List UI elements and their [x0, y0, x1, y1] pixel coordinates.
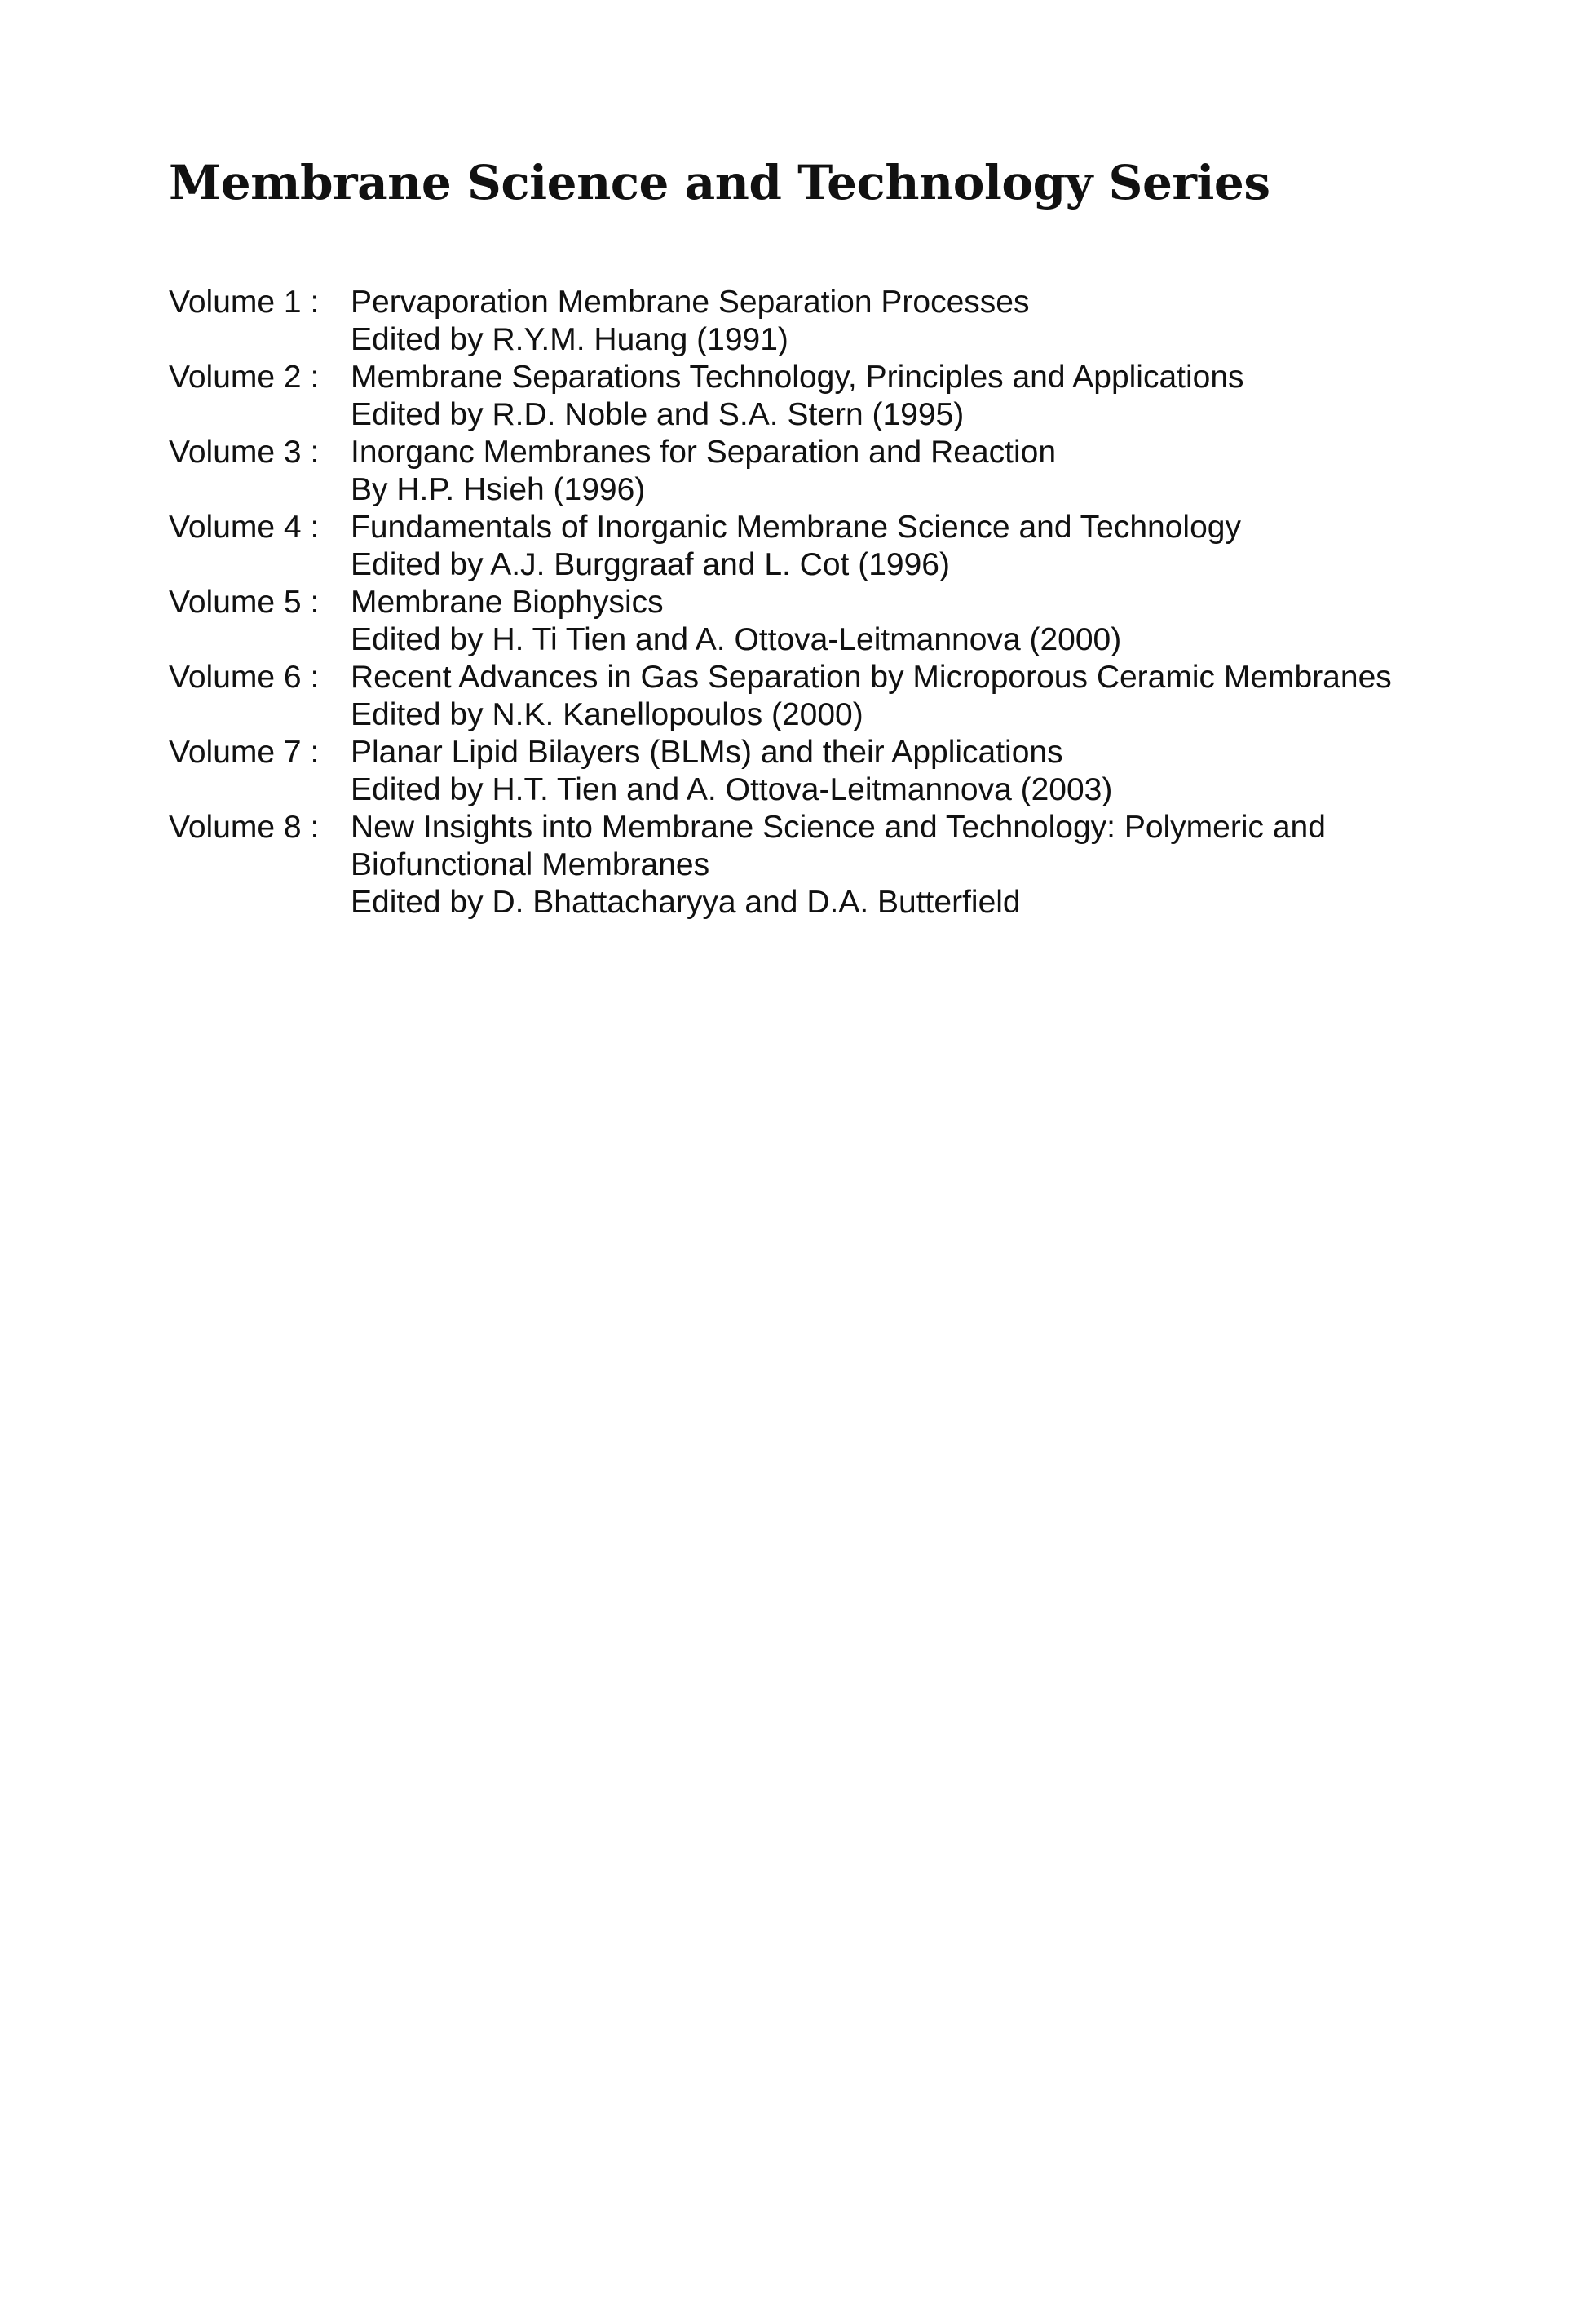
- volume-entry-4: [169, 509, 1555, 584]
- volume-details: [351, 734, 1555, 809]
- volume-editors: Edited by R.D. Noble and S.A. Stern (1995): [351, 397, 965, 432]
- volume-title: Inorganc Membranes for Separation and Reaction: [351, 435, 1057, 470]
- volume-label: Volume 1 :: [169, 285, 320, 320]
- volume-details: [351, 509, 1555, 584]
- volume-label: Volume 2 :: [169, 360, 320, 395]
- volume-label: Volume 4 :: [169, 510, 320, 545]
- volume-label: Volume 7 :: [169, 735, 320, 770]
- volume-entry-1: [169, 284, 1555, 359]
- volume-editors: Edited by H.T. Tien and A. Ottova-Leitmannova (2003): [351, 772, 1113, 807]
- volume-title: Membrane Biophysics: [351, 585, 664, 620]
- volume-entry-5: [169, 584, 1555, 659]
- volume-entry-8: [169, 809, 1555, 921]
- volume-editors: Edited by R.Y.M. Huang (1991): [351, 322, 788, 357]
- volume-editors: Edited by N.K. Kanellopoulos (2000): [351, 697, 863, 732]
- volume-editors: Edited by D. Bhattacharyya and D.A. Butterfield: [351, 885, 1021, 920]
- volume-details: [351, 659, 1555, 734]
- volume-details: [351, 434, 1555, 509]
- series-title: Membrane Science and Technology Series: [169, 155, 1270, 210]
- volume-entry-3: [169, 434, 1555, 509]
- volume-entry-7: [169, 734, 1555, 809]
- volume-entry-6: [169, 659, 1555, 734]
- volume-title-continued: Biofunctional Membranes: [351, 847, 710, 882]
- volume-entry-2: [169, 359, 1555, 434]
- volume-editors: By H.P. Hsieh (1996): [351, 472, 646, 507]
- volume-label: Volume 5 :: [169, 585, 320, 620]
- volume-details: [351, 584, 1555, 659]
- volume-details: [351, 359, 1555, 434]
- volume-title: Recent Advances in Gas Separation by Microporous Ceramic Membranes: [351, 660, 1392, 695]
- volume-title: New Insights into Membrane Science and Technology: Polymeric and: [351, 810, 1326, 845]
- volume-editors: Edited by H. Ti Tien and A. Ottova-Leitmannova (2000): [351, 622, 1122, 657]
- volume-title: Pervaporation Membrane Separation Processes: [351, 285, 1030, 320]
- volume-editors: Edited by A.J. Burggraaf and L. Cot (1996): [351, 547, 950, 582]
- volume-title: Membrane Separations Technology, Principles and Applications: [351, 360, 1244, 395]
- volume-list: [169, 284, 1555, 921]
- volume-label: Volume 6 :: [169, 660, 320, 695]
- volume-label: Volume 3 :: [169, 435, 320, 470]
- volume-title: Planar Lipid Bilayers (BLMs) and their Applications: [351, 735, 1063, 770]
- volume-details: [351, 809, 1555, 921]
- volume-label: Volume 8 :: [169, 810, 320, 845]
- volume-details: [351, 284, 1555, 359]
- volume-title: Fundamentals of Inorganic Membrane Science and Technology: [351, 510, 1241, 545]
